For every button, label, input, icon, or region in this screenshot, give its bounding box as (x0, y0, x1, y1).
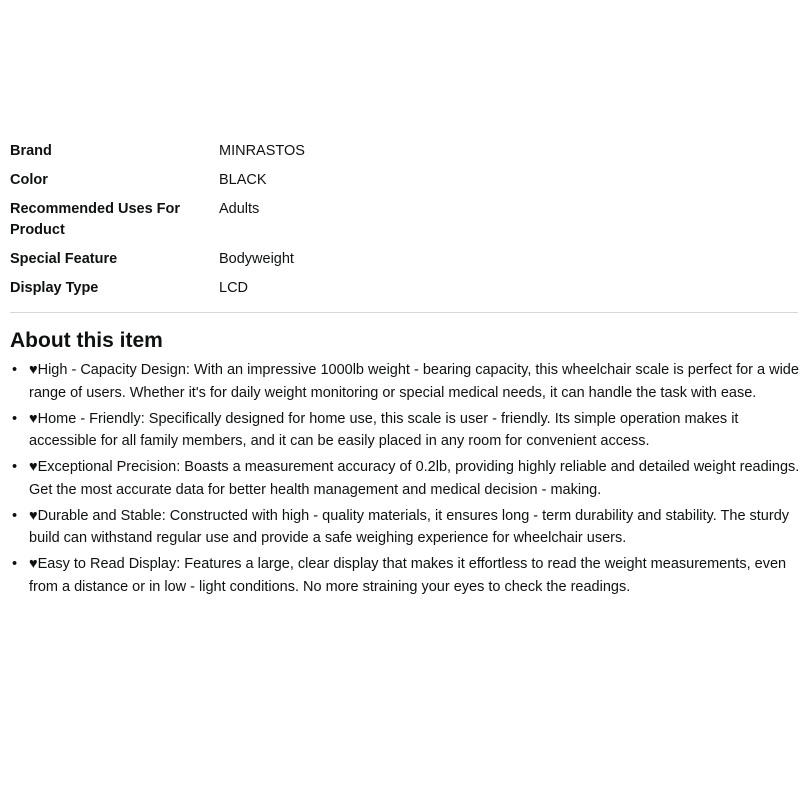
list-item (10, 553, 800, 598)
spec-label: Display Type (10, 280, 99, 296)
bullet-icon: • (12, 507, 18, 524)
about-bullet-list (10, 359, 800, 602)
bullet-icon: • (12, 362, 18, 378)
spec-row-recommended-uses (10, 199, 800, 241)
spec-value: MINRASTOS (219, 143, 305, 159)
spec-label: Recommended Uses For Product (10, 201, 181, 238)
bullet-text: ♥Exceptional Precision: Boasts a measurement accuracy of 0.2lb, providing highly reliable and detailed weight readings. Get the most accurate data for better health management and medical decision - making. (29, 459, 800, 498)
spec-row-brand (10, 141, 800, 162)
list-item (10, 408, 800, 453)
bullet-text: ♥High - Capacity Design: With an impressive 1000lb weight - bearing capacity, this wheelchair scale is perfect for a wide range of users. Whether it's for daily weight monitoring or special medical needs, it can handle the task with ease. (29, 362, 799, 401)
about-section-title: About this item (10, 329, 163, 352)
spec-label: Special Feature (10, 251, 118, 267)
bullet-icon: • (12, 459, 18, 475)
bullet-text: ♥Easy to Read Display: Features a large, clear display that makes it effortless to read the weight measurements, even from a distance or in low - light conditions. No more straining your eyes to check the readings. (29, 556, 787, 595)
product-specs-table (10, 141, 800, 307)
spec-row-display-type (10, 278, 800, 299)
bullet-text: ♥Durable and Stable: Constructed with high - quality materials, it ensures long - term durability and stability. The sturdy build can withstand regular use and provide a safe weighing experience for wheelchair users. (29, 507, 790, 546)
spec-row-special-feature (10, 249, 800, 270)
section-divider (10, 312, 798, 313)
bullet-text: ♥Home - Friendly: Specifically designed for home use, this scale is user - friendly. Its simple operation makes it accessible for all family members, and it can be easily placed in any room for convenient access. (29, 410, 739, 449)
spec-value: BLACK (219, 172, 267, 188)
spec-row-color (10, 170, 800, 191)
bullet-icon: • (12, 410, 18, 427)
spec-value: Adults (219, 201, 260, 217)
list-item (10, 359, 800, 404)
bullet-icon: • (12, 556, 18, 572)
spec-label: Color (10, 172, 48, 188)
spec-value: LCD (219, 280, 249, 296)
list-item (10, 505, 800, 550)
spec-label: Brand (10, 143, 52, 159)
spec-value: Bodyweight (219, 251, 294, 267)
list-item (10, 456, 800, 501)
